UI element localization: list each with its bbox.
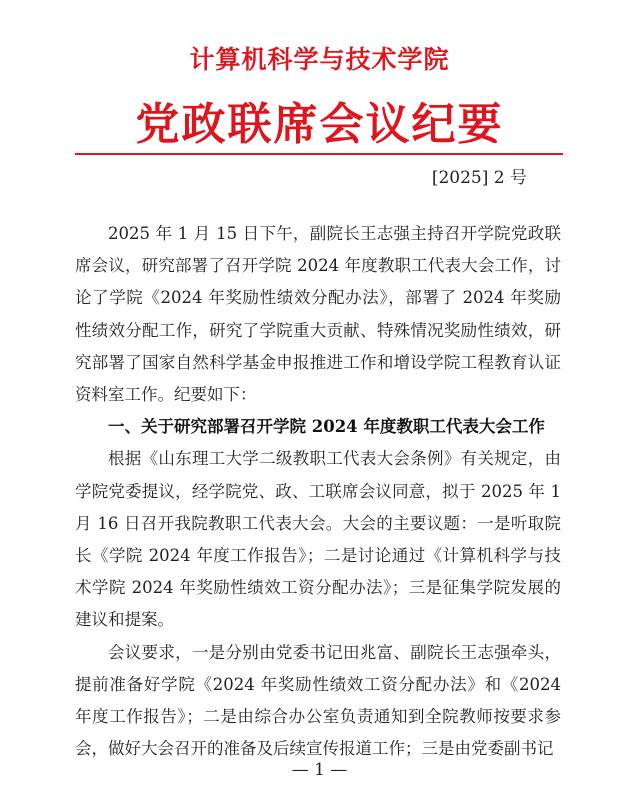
intro-paragraph: 2025 年 1 月 15 日下午，副院长王志强主持召开学院党政联席会议，研究部署了召开学院 2024 年度教职工代表大会工作，讨论了学院《2024 年奖励性绩效分配办法》，部署了 2024 年奖励性绩效分配工作，研究了学院重大贡献、特殊情况奖励性绩效，研究部署了国家自然科学基金申报推进工作和增设学院工程教育认证资料室工作。纪要如下： xyxy=(75,224,561,405)
organization-name: 计算机科学与技术学院 xyxy=(189,45,450,74)
page-number: — 1 — xyxy=(291,760,348,780)
document-body xyxy=(75,218,561,765)
section-heading: 一、关于研究部署召开学院 2024 年度教职工代表大会工作 xyxy=(108,417,545,437)
header-divider xyxy=(75,153,563,155)
section-paragraph: 根据《山东理工大学二级教职工代表大会条例》有关规定，由学院党委提议，经学院党、政、工联席会议同意，拟于 2025 年 1 月 16 日召开我院教职工代表大会。大会的主要议题：一是听取院长《学院 2024 年度工作报告》；二是讨论通过《计算机科学与技术学院 2024 年奖励性绩效工资分配办法》；三是征集学院发展的建议和提案。 xyxy=(75,449,561,630)
document-number: [2025] 2 号 xyxy=(431,168,527,188)
section-paragraph: 会议要求，一是分别由党委书记田兆富、副院长王志强牵头，提前准备好学院《2024 年奖励性绩效工资分配办法》和《2024 年度工作报告》；二是由综合办公室负责通知到全院教师按要求参会，做好大会召开的准备及后续宣传报道工作；三是由党委副书记 xyxy=(75,642,561,759)
document-title: 党政联席会议纪要 xyxy=(135,99,504,150)
